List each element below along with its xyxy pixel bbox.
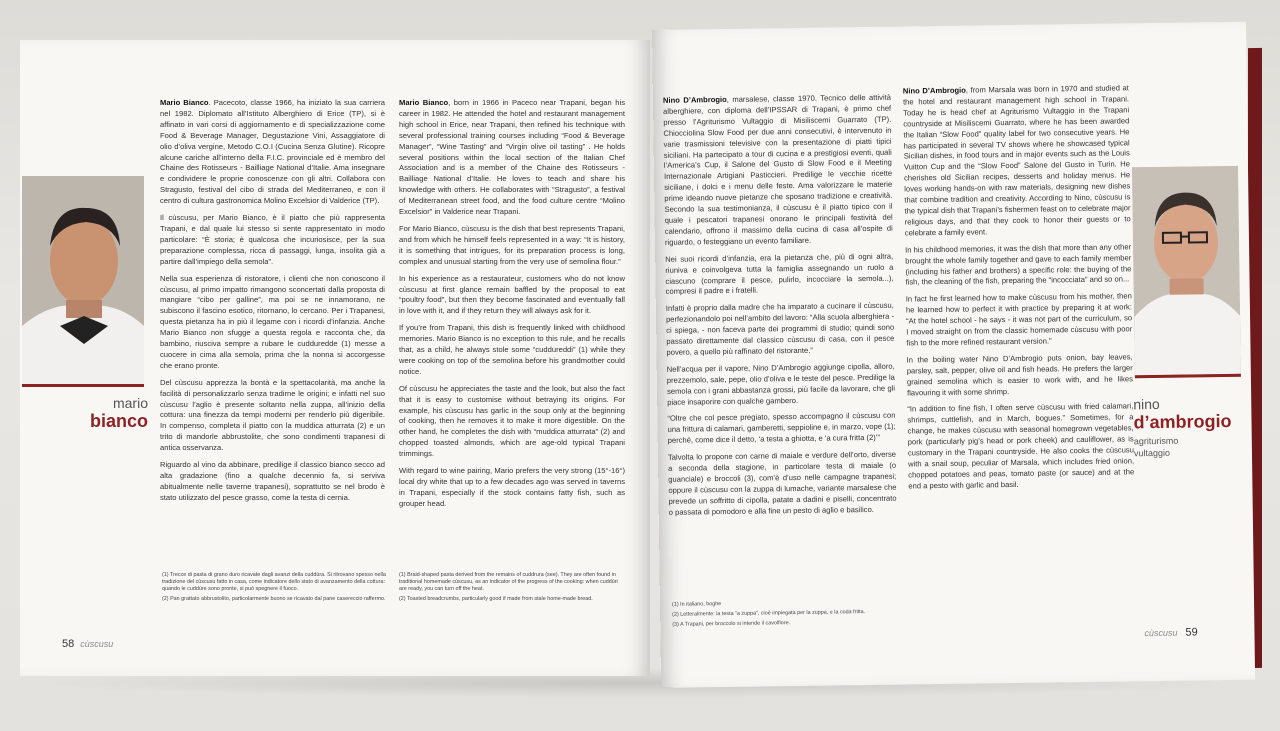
paragraph bbox=[667, 361, 896, 408]
chef-name: Mario Bianco bbox=[399, 98, 449, 107]
person-label-nino-dambrogio bbox=[1133, 396, 1244, 460]
paragraph-text: , from Marsala was born in 1970 and studied at the hotel and restaurant management high school in Trapani. Today he is head chef at Agriturismo Vultaggio in the Trapani countryside at Misiliscemi Guarrato, where he has been awarded the Italian “Slow Food” quality label for two consecutive years. He has participated in several TV shows where he showcased typical Sicilian dishes, in food tours and in major events such as the Louis Vuitton Cup and the “Slow Food” Salone del Gusto in Turin. He cherishes old Sicilian recipes, desserts and holiday menus. He loves working hands-on with raw materials, designing new dishes that combine tradition and creativity. According to Nino, cùscusu is the typical dish that Trapani’s fishermen feast on to celebrate major religious days, and that they cook to honor their guests or to celebrate a family event. bbox=[902, 83, 1131, 238]
paragraph bbox=[905, 242, 1132, 289]
footnote: (2) Pan grattato abbrustolito, particolarmente buono se ricavato dal pane casereccio raffermo. bbox=[162, 596, 386, 602]
paragraph-text: With regard to wine pairing, Mario prefers the very strong (15°-16°) local dry white that up to a few decades ago was served in taverns in Trapani, especially if the stock contains fatty fish, such as grouper head. bbox=[399, 466, 625, 508]
english-footnotes bbox=[399, 572, 625, 606]
paragraph bbox=[399, 98, 625, 218]
paragraph bbox=[399, 384, 625, 460]
paragraph bbox=[160, 460, 385, 504]
first-name: mario bbox=[112, 395, 148, 411]
paragraph-text: “Oltre che col pesce pregiato, spesso accompagno il cùscusu con una frittura di calamari, gamberetti, seppioline e, in marzo, vope (1); perché, come dice il detto, ‘a testa a ghiotta, e ‘a cura fritta (2)’” bbox=[667, 411, 896, 446]
chef-portrait-image bbox=[1132, 166, 1241, 375]
paragraph bbox=[399, 323, 625, 378]
footnote: (2) Toasted breadcrumbs, particularly good if made from stale home-made bread. bbox=[399, 596, 593, 602]
brand-logo: cùscusu bbox=[80, 639, 114, 649]
paragraph-text: Riguardo al vino da abbinare, predilige il classico bianco secco ad alta gradazione (fino a qualche decennio fa, si serviva abitualmente nelle taverne trapanesi), soprattutto se nel brodo è stato utilizzato del pesce grasso, come la testa di cernia. bbox=[160, 460, 385, 502]
person-label-mario-bianco bbox=[78, 396, 148, 431]
paragraph-text: In fact he first learned how to make cùscusu from his mother, then he learned how to perfect it with practice by preparing it at work: “At the hotel school - he says - it was not part of the curriculum, so I moved straight on from the classic homemade cùscusu with poor fish to the more refined restaurant version.” bbox=[905, 291, 1133, 348]
chef-portrait-image bbox=[22, 176, 144, 384]
paragraph bbox=[907, 402, 1134, 492]
paragraph-text: Infatti è proprio dalla madre che ha imparato a cucinare il cùscusu, perfezionandolo poi nell’ambito del lavoro: “Alla scuola alberghiera - ci spiega, - non faceva parte dei programmi di studio; quindi sono passato direttamente dal classico cùscusu di casa, con il pesce povero, a quello più raffinato del ristorante.” bbox=[665, 300, 895, 357]
paragraph bbox=[667, 411, 895, 447]
paragraph bbox=[160, 274, 385, 372]
paragraph-text: Del cùscusu apprezza la bontà e la spettacolarità, ma anche la facilità di personalizzarlo senza tradirne le origini; e infatti nel suo cùscusu l’aglio è presente soltanto nella zuppa, all’inizio della cottura: una finezza da tempi moderni per renderlo più digeribile. In compenso, completa il piatto con la muddica atturrata (2) e un trito di mandorle abbrustolite, che sono condimenti trapanesi di antica osservanza. bbox=[160, 377, 385, 453]
footnote: (1) Trecce di pasta di grano duro ricavate dagli avanzi della cuddùra. Si ritrovano spesso nella tradizione del cùscusu fatto in casa, come indicatore dello stato di avanzamento della cottura: quando le cuddùre sono pronte, si può spegnere il fuoco. bbox=[162, 572, 386, 592]
page-folio-left bbox=[62, 638, 113, 650]
last-name: bianco bbox=[89, 411, 148, 431]
paragraph-text: “In addition to fine fish, I often serve cùscusu with fried calamari, shrimps, cuttlefish, and in March, bogues.” Sometimes, for a change, he makes cùscusu with seasonal homegrown vegetables, pork (particularly pig’s head or pork cheek) and cauliflower, as is customary in the Trapani countryside. He also cooks the cùscusu with a snail soup, peculiar of Marsala, which includes fried onion, chopped potatoes and peas, tomato paste (or sauce) and at the end a pesto with garlic and basil. bbox=[907, 401, 1135, 491]
paragraph-text: For Mario Bianco, cùscusu is the dish that best represents Trapani, and from which he himself feels represented in a way: “It is history, it is something that intrigues, for its preparation process is long, complex and unusual starting from the very use of semolina flour.” bbox=[399, 223, 625, 266]
mario-bianco-portrait bbox=[22, 176, 144, 387]
page-number: 59 bbox=[1185, 626, 1198, 639]
english-text-column bbox=[903, 83, 1135, 498]
venue-line-2: vultaggio bbox=[1133, 447, 1171, 459]
paragraph bbox=[668, 450, 897, 519]
brand-logo: cùscusu bbox=[1144, 627, 1178, 639]
paragraph bbox=[903, 83, 1131, 239]
paragraph bbox=[665, 251, 894, 298]
paragraph bbox=[906, 292, 1133, 350]
paragraph-text: Nei suoi ricordi d’infanzia, era la pietanza che, più di ogni altra, riuniva e coinvolgeva tutta la famiglia assegnando un ruolo a ciascuno (comprare il pesce, pulirlo, incocciare la semola...), compresi il padre e i fratelli. bbox=[665, 251, 894, 297]
italian-footnotes bbox=[162, 572, 387, 606]
paragraph-text: , marsalese, classe 1970. Tecnico delle attività alberghiere, con diploma dell’IPSSAR di Trapani, è primo chef presso l’Agriturismo Vultaggio di Misiliscemi Guarrato (TP). Chiocciolina Slow Food per due anni consecutivi, è intervenuto in varie trasmissioni televisive con la presentazione di piatti tipici siciliani. Ha partecipato a tour di cucina e a prestigiosi eventi, quali l’America’s Cup, il Salone del Gusto di Slow Food e il Meeting Internazionale Artigiani Pasticcieri. Predilige le vecchie ricette siciliane, i dolci e i menu delle feste. Ama valorizzare le materie prime ideando nuove pietanze che sposano tradizione e creatività. Secondo la sua testimonianza, il cùscusu è il piatto tipico con il quale i pescatori trapanesi onorano le principali festività del calendario, offrono il massimo della cucina di casa all’ospite di riguardo, o festeggiano un evento familiare. bbox=[663, 92, 893, 247]
page-number: 58 bbox=[62, 638, 75, 650]
footnote: (1) Braid-shaped pasta derived from the remains of cuddrura (see). They are often found in traditional homemade cùscusu, as an indicator of the progress of the cooking: when cuddùri are ready, you can turn off the heat. bbox=[399, 572, 618, 592]
footnote: (1) In italiano, boghe bbox=[671, 601, 722, 608]
paragraph-text: Nella sua esperienza di ristoratore, i clienti che non conoscono il cùscusu, al primo impatto rimangono sconcertati dalla proposta di mangiare “cibo per galline”, ma poi se ne innamorano, ne subiscono il fascino esotico, ritornano, lo cercano. Per i Trapanesi, questa pietanza ha in più il legame con i ricordi d’infanzia. Anche Mario Bianco non sfugge a questa regola e racconta che, da bambino, riusciva sempre a rubare le cudduredde (1) messe a cuocere in cima alla semola, prima che la nonna si accorgesse che erano pronte. bbox=[160, 273, 385, 370]
paragraph-text: Nell’acqua per il vapore, Nino D’Ambrogio aggiunge cipolla, alloro, prezzemolo, sale, pepe, olio d’oliva e le teste del pesce. Predilige la semola con i grani abbastanza grossi, più facile da lavorare, che gli piace insaporire con qualche gambero. bbox=[666, 361, 896, 407]
paragraph bbox=[160, 98, 385, 207]
paragraph bbox=[399, 466, 625, 510]
italian-text-column bbox=[160, 98, 385, 510]
paragraph bbox=[399, 274, 625, 318]
nino-dambrogio-portrait bbox=[1132, 166, 1241, 378]
footnote: (2) Letteralmente: la testa “a zuppa”, cioè impiegata per la zuppa, e la coda fritta. bbox=[672, 609, 866, 618]
paragraph-text: In his childhood memories, it was the dish that more than any other brought the whole family together and gave to each family member (including his father and brothers) a specific role: the buying of the fish, the cleaning of the fish, preparing the “incocciata” and so on... bbox=[905, 242, 1132, 287]
paragraph-text: , born in 1966 in Paceco near Trapani, began his career in 1982. He attended the hotel and restaurant management high school in Erice, near Trapani, then refined his technique with several professional training courses including “Food & Beverage Manager”, “Wine Tasting” and “Virgin olive oil tasting” . He holds several positions within the local section of the Italian Chef Association and is a member of the Chaine des Rotisseurs - Bailliage National d’Italie. He loves to teach and share his knowledge with others. He collaborates with “Stragusto”, a festival of Mediterranean street food, and the food culture centre “Molino Excelsior” in Valderice near Trapani. bbox=[399, 98, 625, 217]
paragraph bbox=[666, 301, 895, 359]
paragraph bbox=[663, 93, 893, 249]
left-page bbox=[20, 40, 650, 676]
paragraph bbox=[907, 352, 1134, 399]
right-page bbox=[652, 22, 1255, 688]
italian-footnotes bbox=[672, 599, 900, 632]
venue-line-1: agriturismo bbox=[1133, 435, 1179, 447]
paragraph-text: Of cùscusu he appreciates the taste and the look, but also the fact that it is easy to customise without betraying its origins. For example, his cùscusu has garlic in the soup only at the beginning of cooking, then he removes it to make it more digestible. On the other hand, he completes the dish with “muddica atturrata” (2) and chopped toasted almonds, which are age-old typical Trapani trimmings. bbox=[399, 383, 625, 459]
paragraph-text: In his experience as a restaurateur, customers who do not know cùscusu at first glance remain baffled by the proposal to eat “poultry food”, but then they become fascinated and eventually fall in love with it, and if they return they will always ask for it. bbox=[399, 273, 625, 316]
paragraph-text: Il cùscusu, per Mario Bianco, è il piatto che più rappresenta Trapani, e dal quale lui stesso si sente rappresentato in modo particolare: “È storia; è qualcosa che incuriosisce, per la sua preparazione complessa, ricca di passaggi, lunga, insolita già a partire dall’impiego della semola”. bbox=[160, 213, 385, 266]
last-name: d’ambrogio bbox=[1133, 410, 1232, 433]
paragraph-text: In the boiling water Nino D’Ambrogio puts onion, bay leaves, parsley, salt, pepper, olive oil and fish heads. He prefers the larger grained semolina which is easier to work with, and he likes flavouring it with some shrimp. bbox=[906, 352, 1133, 398]
page-folio-right bbox=[1144, 626, 1197, 639]
english-text-column bbox=[399, 98, 625, 516]
footnote: (3) A Trapani, per broccolo si intende il cavolfiore. bbox=[672, 620, 791, 628]
paragraph bbox=[160, 378, 385, 454]
chef-name: Mario Bianco bbox=[160, 98, 209, 107]
paragraph-text: If you’re from Trapani, this dish is frequently linked with childhood memories. Mario Bianco is no exception to this rule, and he recalls that, as a child, he always stole some “cuddureddi” (1) while they were cooking on top of the semolina before his grandmother could notice. bbox=[399, 323, 625, 376]
paragraph bbox=[160, 213, 385, 268]
chef-name: Nino D’Ambrogio bbox=[662, 94, 727, 105]
chef-name: Nino D’Ambrogio bbox=[902, 85, 966, 96]
first-name: nino bbox=[1133, 395, 1160, 413]
italian-text-column bbox=[663, 93, 897, 525]
paragraph-text: Talvolta lo propone con carne di maiale e verdure dell’orto, diverse a seconda della stagione, in particolare testa di maiale (o guanciale) e broccoli (3), com’è d’uso nelle campagne trapanesi; oppure il cùscusu con la zuppa di lumache, variante marsalese che prevede un soffritto di cipolla, patate a dadini e piselli, concentrato o passata di pomodoro e alla fine un pesto di aglio e basilico. bbox=[667, 449, 897, 517]
paragraph-text: . Pacecoto, classe 1966, ha iniziato la sua carriera nel 1982. Diplomato all’Istituto Alberghiero di Erice (TP), si è affinato in vari corsi di aggiornamento e di specializzazione come Food & Beverage Manager, Degustazione Vini, Assaggiatore di olio d’oliva vergine, Metodo C.O.I (Cucina Senza Glutine). Ricopre alcune cariche all’interno della F.I.C. provinciale ed è membro del Chaine des Rotisseurs - Bailliage National d’Italie. Ama insegnare e condividere le proprie conoscenze con gli altri. Collabora con Stragusto, festival del cibo di strada del Mediterraneo, e con il centro di cultura gastronomica Molino Excelsior di Valderice (TP). bbox=[160, 98, 385, 206]
paragraph bbox=[399, 224, 625, 268]
